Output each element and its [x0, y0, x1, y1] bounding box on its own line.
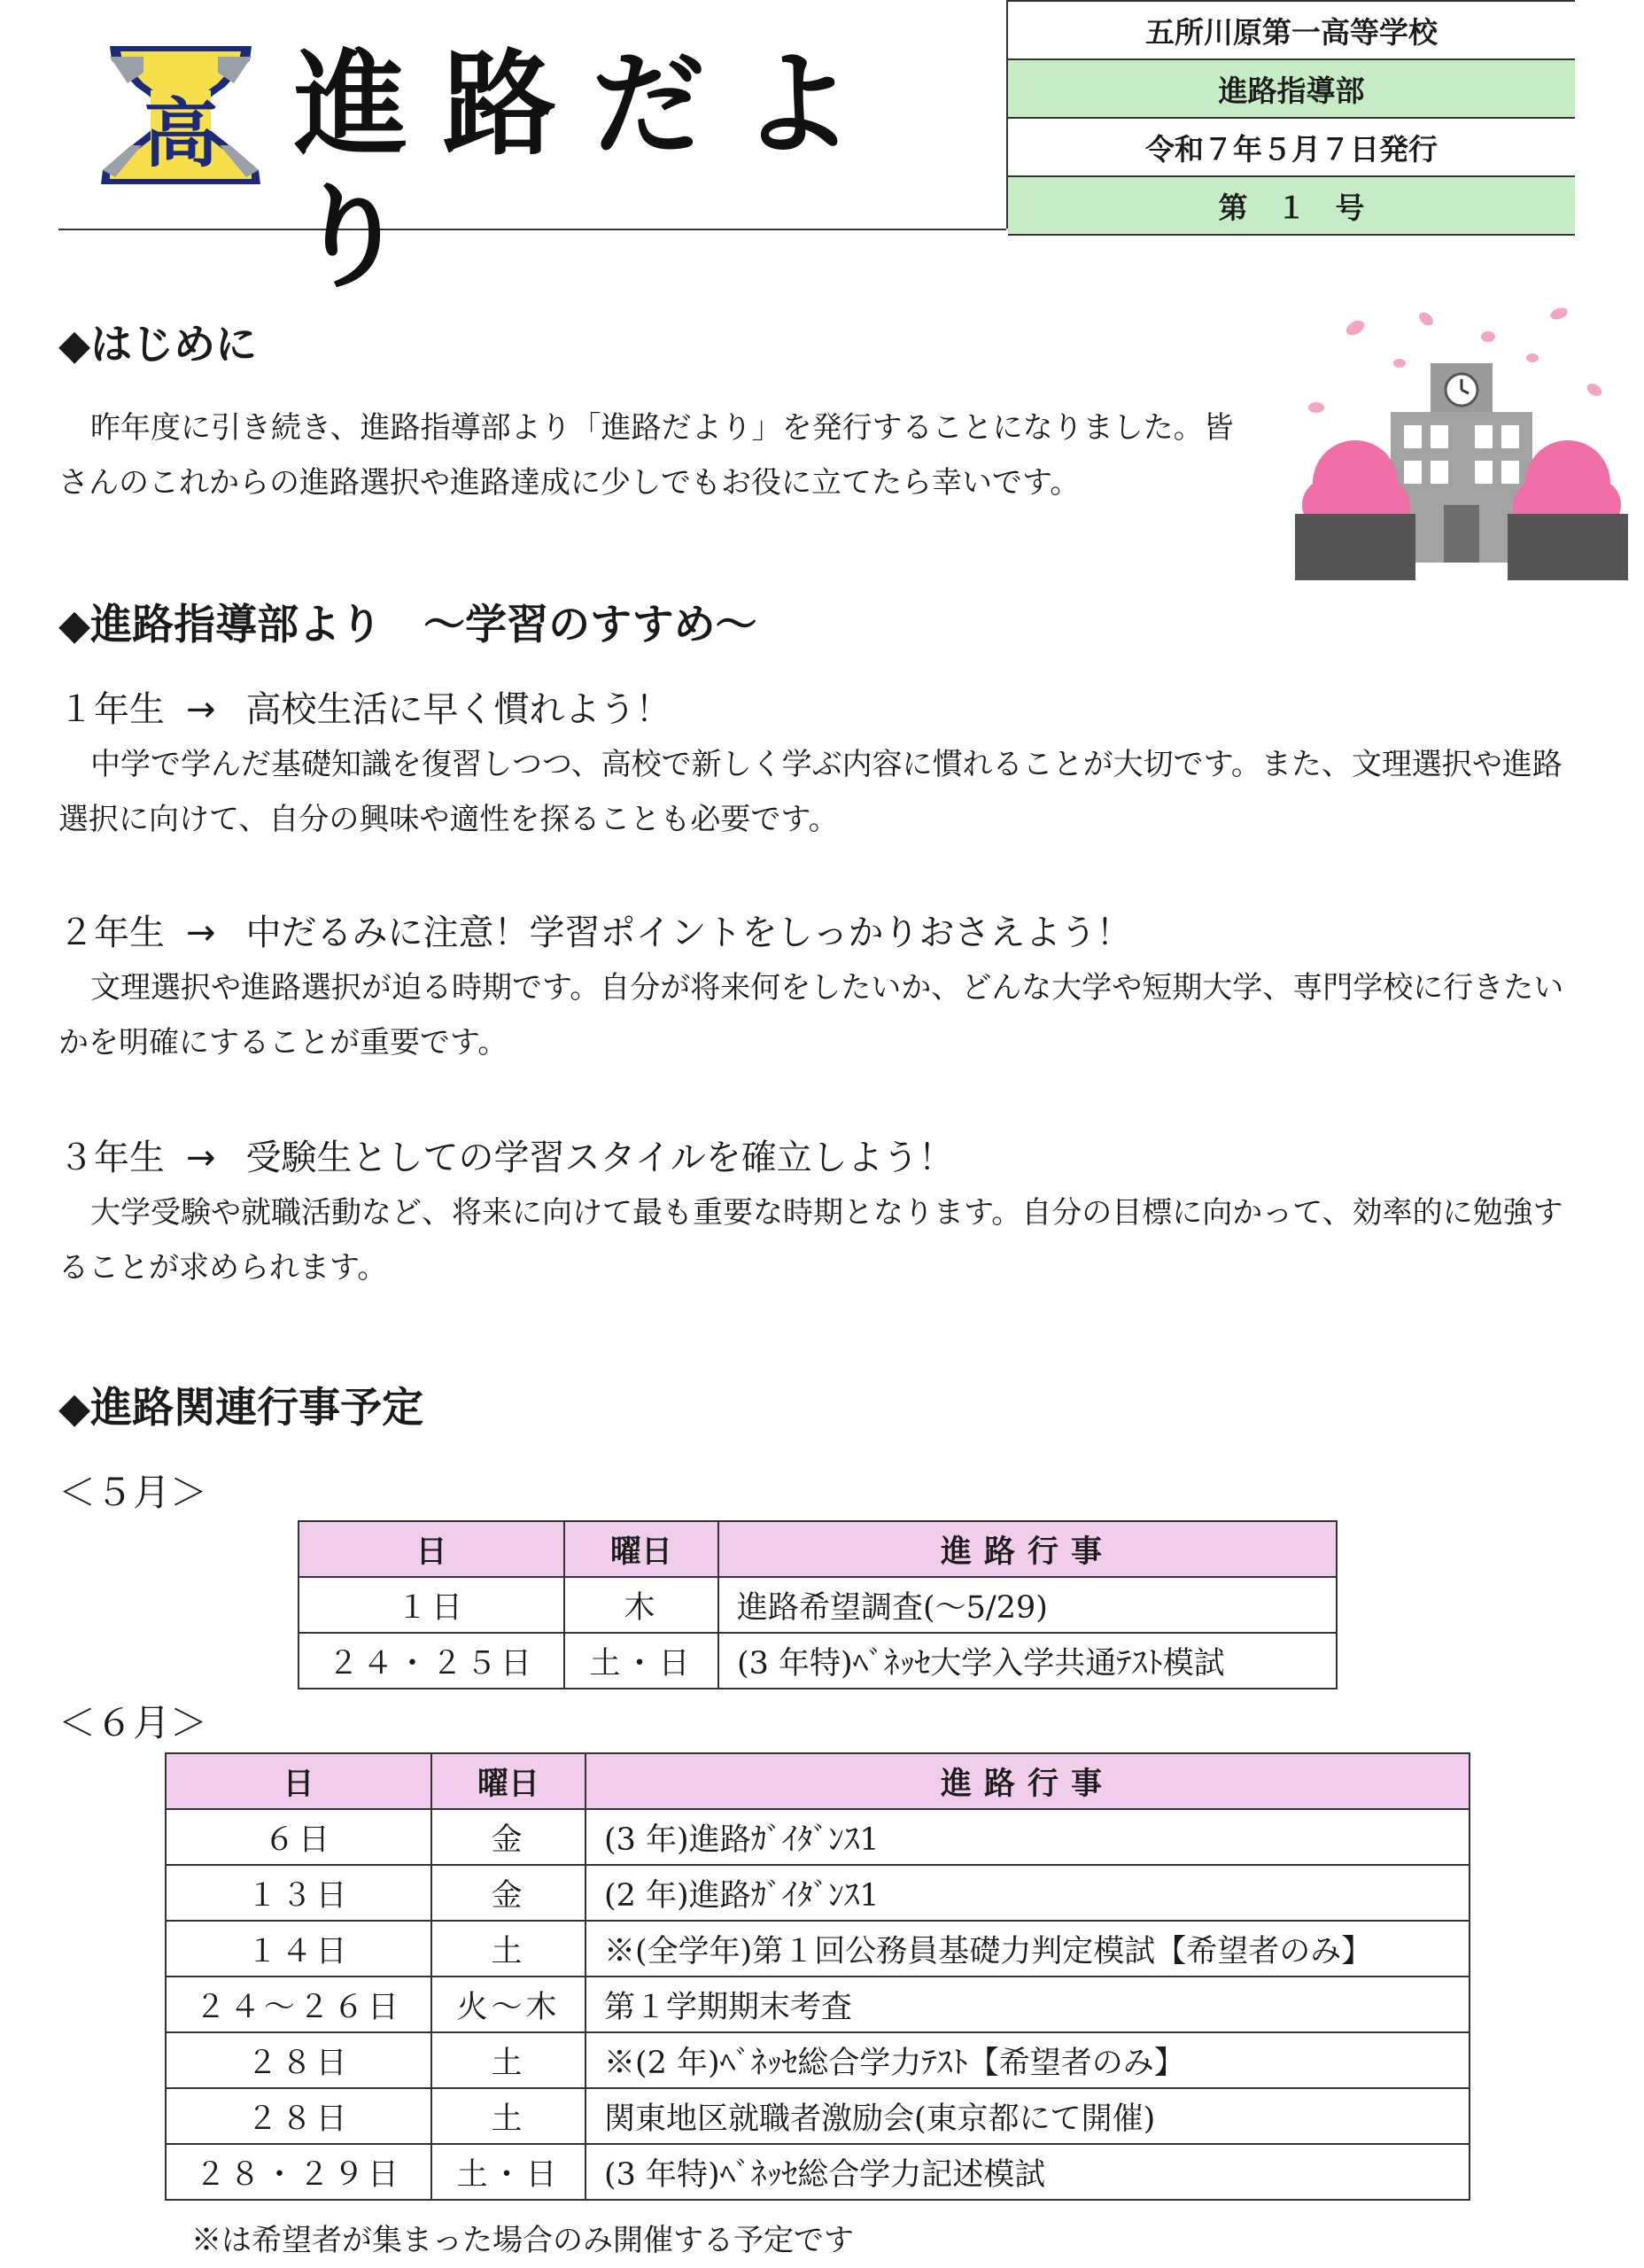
grade-1-title: 高校生活に早く慣れよう！ [245, 689, 671, 730]
grade-2-paragraph: 文理選択や進路選択が迫る時期です。自分が将来何をしたいか、どんな大学や短期大学、専門学校に行きたいかを明確にすることが重要です。 [58, 970, 1564, 1060]
newsletter-title: 進路だより [294, 39, 890, 304]
school-name: 五所川原第一高等学校 [1008, 0, 1575, 60]
event-cell: (2 年)進路ｶﾞｲﾀﾞﾝｽ1 [585, 1865, 1470, 1921]
department-name: 進路指導部 [1008, 60, 1575, 119]
grade-1-heading [58, 686, 671, 734]
grade-3-title: 受験生としての学習スタイルを確立しよう！ [245, 1138, 954, 1178]
school-logo-icon [92, 37, 269, 188]
grade-2-label: ２年生 [58, 913, 165, 953]
table-header-row [299, 1521, 1337, 1577]
column-header-weekday: 曜日 [431, 1753, 585, 1809]
weekday-cell: 火～木 [431, 1977, 585, 2032]
weekday-cell: 金 [431, 1809, 585, 1865]
grade-3-paragraph: 大学受験や就職活動など、将来に向けて最も重要な時期となります。自分の目標に向かって、効率的に勉強することが求められます。 [58, 1195, 1563, 1285]
event-cell: ※(2 年)ﾍﾞﾈｯｾ総合学力ﾃｽﾄ【希望者のみ】 [585, 2032, 1470, 2088]
weekday-cell: 土 [431, 2088, 585, 2144]
event-cell: 進路希望調査(～5/29) [718, 1577, 1337, 1633]
table-row [166, 2144, 1470, 2200]
weekday-cell: 土・日 [431, 2144, 585, 2200]
issue-number: 第 １ 号 [1008, 177, 1575, 236]
grade-1-arrow: → [186, 689, 216, 730]
study-heading: ◆進路指導部より ～学習のすすめ～ [58, 601, 757, 649]
event-cell: (3 年特)ﾍﾞﾈｯｾ総合学力記述模試 [585, 2144, 1470, 2200]
grade-2-heading [58, 909, 1132, 957]
day-cell: ２８日 [166, 2032, 431, 2088]
table-row [166, 1921, 1470, 1977]
may-schedule-table [298, 1520, 1338, 1689]
event-cell: ※(全学年)第１回公務員基礎力判定模試【希望者のみ】 [585, 1921, 1470, 1977]
event-cell: 関東地区就職者激励会(東京都にて開催) [585, 2088, 1470, 2144]
day-cell: ２８日 [166, 2088, 431, 2144]
grade-1-paragraph: 中学で学んだ基礎知識を復習しつつ、高校で新しく学ぶ内容に慣れることが大切です。また、文理選択や進路選択に向けて、自分の興味や適性を探ることも必要です。 [58, 747, 1563, 837]
table-row [299, 1633, 1337, 1689]
grade-1-label: １年生 [58, 689, 165, 730]
june-schedule-table [165, 1752, 1470, 2201]
school-building-illustration-icon [1293, 301, 1630, 585]
event-cell: 第１学期期末考査 [585, 1977, 1470, 2032]
issue-info-table [1006, 0, 1575, 229]
table-row [166, 1809, 1470, 1865]
grade-3-arrow: → [186, 1138, 216, 1178]
issue-date: 令和７年５月７日発行 [1008, 119, 1575, 177]
day-cell: ２４～２６日 [166, 1977, 431, 2032]
column-header-day: 日 [299, 1521, 564, 1577]
intro-heading: ◆はじめに [58, 321, 258, 369]
day-cell: ２４・２５日 [299, 1633, 564, 1689]
day-cell: １３日 [166, 1865, 431, 1921]
column-header-event: 進路行事 [585, 1753, 1470, 1809]
logo-character: 高 [143, 90, 219, 177]
day-cell: １日 [299, 1577, 564, 1633]
weekday-cell: 木 [564, 1577, 718, 1633]
event-cell: (3 年特)ﾍﾞﾈｯｾ大学入学共通ﾃｽﾄ模試 [718, 1633, 1337, 1689]
table-row [166, 1977, 1470, 2032]
table-row [166, 2088, 1470, 2144]
event-cell: (3 年)進路ｶﾞｲﾀﾞﾝｽ1 [585, 1809, 1470, 1865]
weekday-cell: 金 [431, 1865, 585, 1921]
newsletter-header [58, 0, 1006, 304]
table-row [299, 1577, 1337, 1633]
weekday-cell: 土・日 [564, 1633, 718, 1689]
may-label: ＜５月＞ [58, 1471, 208, 1514]
grade-2-arrow: → [186, 913, 216, 953]
table-row [166, 1865, 1470, 1921]
table-row [166, 2032, 1470, 2088]
table-header-row [166, 1753, 1470, 1809]
column-header-weekday: 曜日 [564, 1521, 718, 1577]
schedule-footnote: ※は希望者が集まった場合のみ開催する予定です [191, 2223, 854, 2258]
events-heading: ◆進路関連行事予定 [58, 1384, 424, 1433]
day-cell: ６日 [166, 1809, 431, 1865]
column-header-day: 日 [166, 1753, 431, 1809]
day-cell: １４日 [166, 1921, 431, 1977]
weekday-cell: 土 [431, 1921, 585, 1977]
june-label: ＜６月＞ [58, 1701, 208, 1744]
column-header-event: 進路行事 [718, 1521, 1337, 1577]
weekday-cell: 土 [431, 2032, 585, 2088]
grade-2-title: 中だるみに注意！学習ポイントをしっかりおさえよう！ [245, 913, 1132, 953]
grade-3-heading [58, 1134, 954, 1182]
grade-3-label: ３年生 [58, 1138, 165, 1178]
intro-paragraph: 昨年度に引き続き、進路指導部より「進路だより」を発行することになりました。皆さんのこれからの進路選択や進路達成に少しでもお役に立てたら幸いです。 [58, 410, 1234, 501]
day-cell: ２８・２９日 [166, 2144, 431, 2200]
